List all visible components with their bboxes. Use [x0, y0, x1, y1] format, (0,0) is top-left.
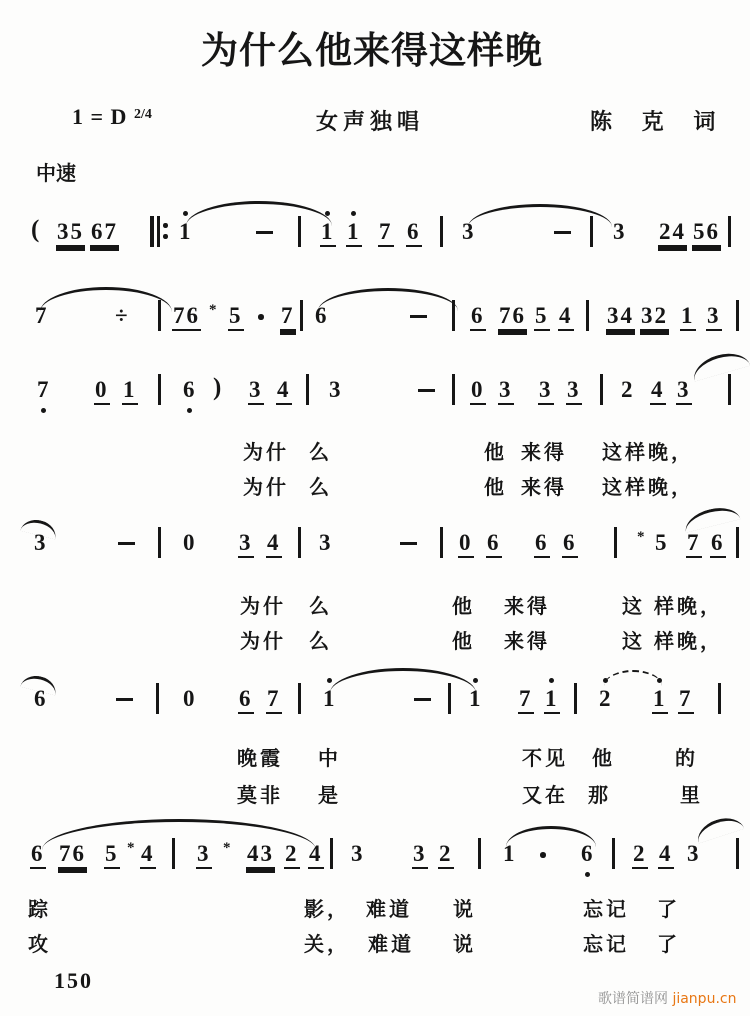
lyric-text: 么 [309, 594, 332, 618]
note: 0 [183, 530, 197, 555]
lyric-text: 这 [622, 594, 645, 618]
note: 4 [276, 377, 292, 405]
note: 76 [172, 303, 201, 331]
lyric-text: 来得 [521, 475, 567, 499]
lyric-text: 来得 [504, 594, 550, 618]
lyric-text: 莫非 [237, 783, 283, 807]
note: 3 [538, 377, 554, 405]
repeat-open-icon [150, 216, 170, 247]
note: 1 [122, 377, 138, 405]
barline-icon [718, 683, 721, 714]
lyric-text: 这样晚， [602, 475, 694, 499]
note: 1 [680, 303, 696, 331]
music-line-3 [0, 374, 750, 417]
note: 3 [351, 841, 365, 866]
note: 76 [58, 841, 87, 869]
note: 67 [90, 219, 119, 247]
barline-icon [574, 683, 577, 714]
tempo-marking: 中速 [36, 161, 76, 185]
accidental-mark: * [209, 302, 217, 318]
lyric-text: 是 [318, 783, 341, 807]
lyric-text: 样晚， [654, 629, 723, 653]
note: 7 [518, 686, 534, 714]
divide-mark: ÷ [115, 303, 128, 328]
performance-type: 女声独唱 [316, 110, 425, 135]
accidental-mark: * [223, 840, 231, 856]
note: 5 [104, 841, 120, 869]
barline-icon [478, 838, 481, 869]
slur-arc [330, 668, 476, 693]
barline-icon [298, 527, 301, 558]
barline-icon [736, 838, 739, 869]
note: 1 [652, 686, 668, 714]
note: 6 [182, 377, 198, 402]
note: 6 [470, 303, 486, 331]
note: 0 [183, 686, 197, 711]
barline-icon [440, 527, 443, 558]
watermark-site-name: 歌谱简谱网 [598, 991, 673, 1007]
note: 7 [678, 686, 694, 714]
note: 2 [621, 377, 635, 402]
note: 34 [606, 303, 635, 331]
song-title: 为什么他来得这样晚 [201, 29, 543, 72]
lyric-text: 样晚， [654, 594, 723, 618]
lyric-text: 说 [453, 897, 476, 921]
octave-dot-above [351, 211, 356, 216]
note: 0 [94, 377, 110, 405]
barline-icon [156, 683, 159, 714]
lyric-text: 么 [309, 475, 332, 499]
octave-dot-below [585, 872, 590, 877]
slur-arc [318, 288, 458, 311]
held-note-dash [400, 542, 417, 545]
lyric-text: 了 [657, 932, 680, 956]
note: 7 [686, 530, 702, 558]
time-signature: 2/4 [133, 107, 152, 122]
note: 3 [462, 219, 476, 244]
note: 6 [238, 686, 254, 714]
lyric-text: 为什 [243, 440, 289, 464]
note: 6 [534, 530, 550, 558]
parenthesis: ( [31, 216, 40, 243]
note: 4 [558, 303, 574, 331]
lyric-text: 又在 [522, 783, 568, 807]
note: 3 [319, 530, 333, 555]
page-number: 150 [54, 968, 93, 993]
note: 4 [658, 841, 674, 869]
lyric-text: 攻 [28, 932, 51, 956]
note: 1 [320, 219, 336, 247]
lyric-text: 踪 [28, 897, 51, 921]
lyric-text: 说 [453, 932, 476, 956]
lyric-text: 不见 [522, 746, 568, 770]
lyric-text: 难道 [368, 932, 414, 956]
augmentation-dot [258, 314, 264, 320]
note: 1 [346, 219, 362, 247]
barline-icon [300, 300, 303, 331]
repeat-part [157, 216, 160, 247]
lyric-text: 中 [318, 746, 341, 770]
note: 1 [178, 219, 194, 244]
music-line-4 [0, 530, 750, 570]
slur-arc [186, 201, 332, 226]
note: 6 [30, 841, 46, 869]
augmentation-dot [540, 852, 546, 858]
slur-arc [689, 347, 750, 381]
lyric-text: 为什 [243, 475, 289, 499]
barline-icon [330, 838, 333, 869]
held-note-dash [116, 698, 133, 701]
lyric-text: 了 [657, 897, 680, 921]
note: 0 [458, 530, 474, 558]
barline-icon [614, 527, 617, 558]
octave-dot-above [183, 211, 188, 216]
held-note-dash [554, 231, 571, 234]
slur-arc [604, 670, 662, 686]
barline-icon [736, 527, 739, 558]
note: 6 [562, 530, 578, 558]
note: 3 [248, 377, 264, 405]
note: 3 [412, 841, 428, 869]
octave-dot-below [187, 408, 192, 413]
note: 6 [34, 686, 48, 711]
barline-icon [586, 300, 589, 331]
lyric-text: 这 [622, 629, 645, 653]
note: 6 [710, 530, 726, 558]
lyric-text: 忘记 [583, 897, 629, 921]
slur-arc [682, 503, 740, 533]
lyric-text: 么 [309, 629, 332, 653]
note: 3 [613, 219, 627, 244]
note: 1 [503, 841, 517, 866]
note: 3 [196, 841, 212, 869]
note: 7 [280, 303, 296, 331]
note: 43 [246, 841, 275, 869]
barline-icon [158, 527, 161, 558]
lyric-text: 的 [675, 746, 698, 770]
note: 1 [322, 686, 338, 711]
lyric-text: 么 [309, 440, 332, 464]
accidental-mark: * [127, 840, 135, 856]
slur-arc [42, 819, 316, 850]
accidental-mark: * [637, 529, 645, 545]
held-note-dash [256, 231, 273, 234]
repeat-part [163, 223, 168, 228]
note: 2 [438, 841, 454, 869]
music-line-5 [0, 686, 750, 726]
barline-icon [736, 300, 739, 331]
lyricist-credit: 陈 克 词 [590, 110, 718, 135]
held-note-dash [410, 315, 427, 318]
barline-icon [298, 683, 301, 714]
note: 1 [468, 686, 484, 711]
octave-dot-above [473, 678, 478, 683]
note: 4 [650, 377, 666, 405]
barline-icon [158, 374, 161, 405]
held-note-dash [414, 698, 431, 701]
note: 3 [329, 377, 343, 402]
lyric-text: 忘记 [583, 932, 629, 956]
music-line-6 [0, 841, 750, 881]
note: 6 [406, 219, 422, 247]
music-line-1 [0, 216, 750, 259]
lyric-text: 影， [304, 897, 350, 921]
note: 5 [228, 303, 244, 331]
lyric-text: 晚霞 [237, 746, 283, 770]
octave-dot-below [41, 408, 46, 413]
lyric-text: 为什 [240, 594, 286, 618]
note: 6 [486, 530, 502, 558]
lyric-text: 他 [484, 440, 507, 464]
note: 7 [266, 686, 282, 714]
note: 6 [315, 303, 329, 328]
note: 6 [580, 841, 596, 866]
note: 5 [655, 530, 669, 555]
lyric-text: 来得 [521, 440, 567, 464]
note: 4 [266, 530, 282, 558]
lyric-text: 关， [304, 932, 350, 956]
note: 3 [238, 530, 254, 558]
note: 0 [470, 377, 486, 405]
barline-icon [452, 374, 455, 405]
lyric-text: 这样晚， [602, 440, 694, 464]
octave-dot-above [327, 678, 332, 683]
repeat-part [163, 234, 168, 239]
note: 4 [308, 841, 324, 869]
note: 7 [36, 377, 52, 402]
barline-icon [440, 216, 443, 247]
note: 4 [140, 841, 156, 869]
note: 76 [498, 303, 527, 331]
slur-arc [506, 826, 596, 847]
watermark [598, 988, 736, 1008]
lyric-text: 为什 [240, 629, 286, 653]
lyric-text: 他 [484, 475, 507, 499]
lyric-text: 里 [680, 783, 703, 807]
music-line-2 [0, 303, 750, 343]
slur-arc [468, 204, 612, 227]
note: 7 [35, 303, 49, 328]
note: 24 [658, 219, 687, 247]
note: 3 [566, 377, 582, 405]
held-note-dash [118, 542, 135, 545]
held-note-dash [418, 389, 435, 392]
note: 3 [498, 377, 514, 405]
lyric-text: 那 [588, 783, 611, 807]
lyric-text: 来得 [504, 629, 550, 653]
lyric-text: 难道 [366, 897, 412, 921]
note: 7 [378, 219, 394, 247]
note: 35 [56, 219, 85, 247]
note: 3 [706, 303, 722, 331]
note: 3 [687, 841, 701, 866]
note: 32 [640, 303, 669, 331]
note: 2 [632, 841, 648, 869]
note: 2 [284, 841, 300, 869]
note: 2 [598, 686, 614, 711]
watermark-site-url: jianpu.cn [672, 991, 737, 1007]
lyric-text: 他 [452, 629, 475, 653]
repeat-part [150, 216, 154, 247]
barline-icon [612, 838, 615, 869]
note: 56 [692, 219, 721, 247]
parenthesis: ) [213, 374, 222, 401]
barline-icon [306, 374, 309, 405]
note: 3 [34, 530, 48, 555]
note: 1 [544, 686, 560, 714]
key-label: 1 = D [72, 104, 128, 129]
slur-arc [40, 287, 172, 312]
barline-icon [728, 374, 731, 405]
lyric-text: 他 [592, 746, 615, 770]
barline-icon [728, 216, 731, 247]
note: 3 [676, 377, 692, 405]
octave-dot-above [549, 678, 554, 683]
note: 5 [534, 303, 550, 331]
lyric-text: 他 [452, 594, 475, 618]
barline-icon [600, 374, 603, 405]
